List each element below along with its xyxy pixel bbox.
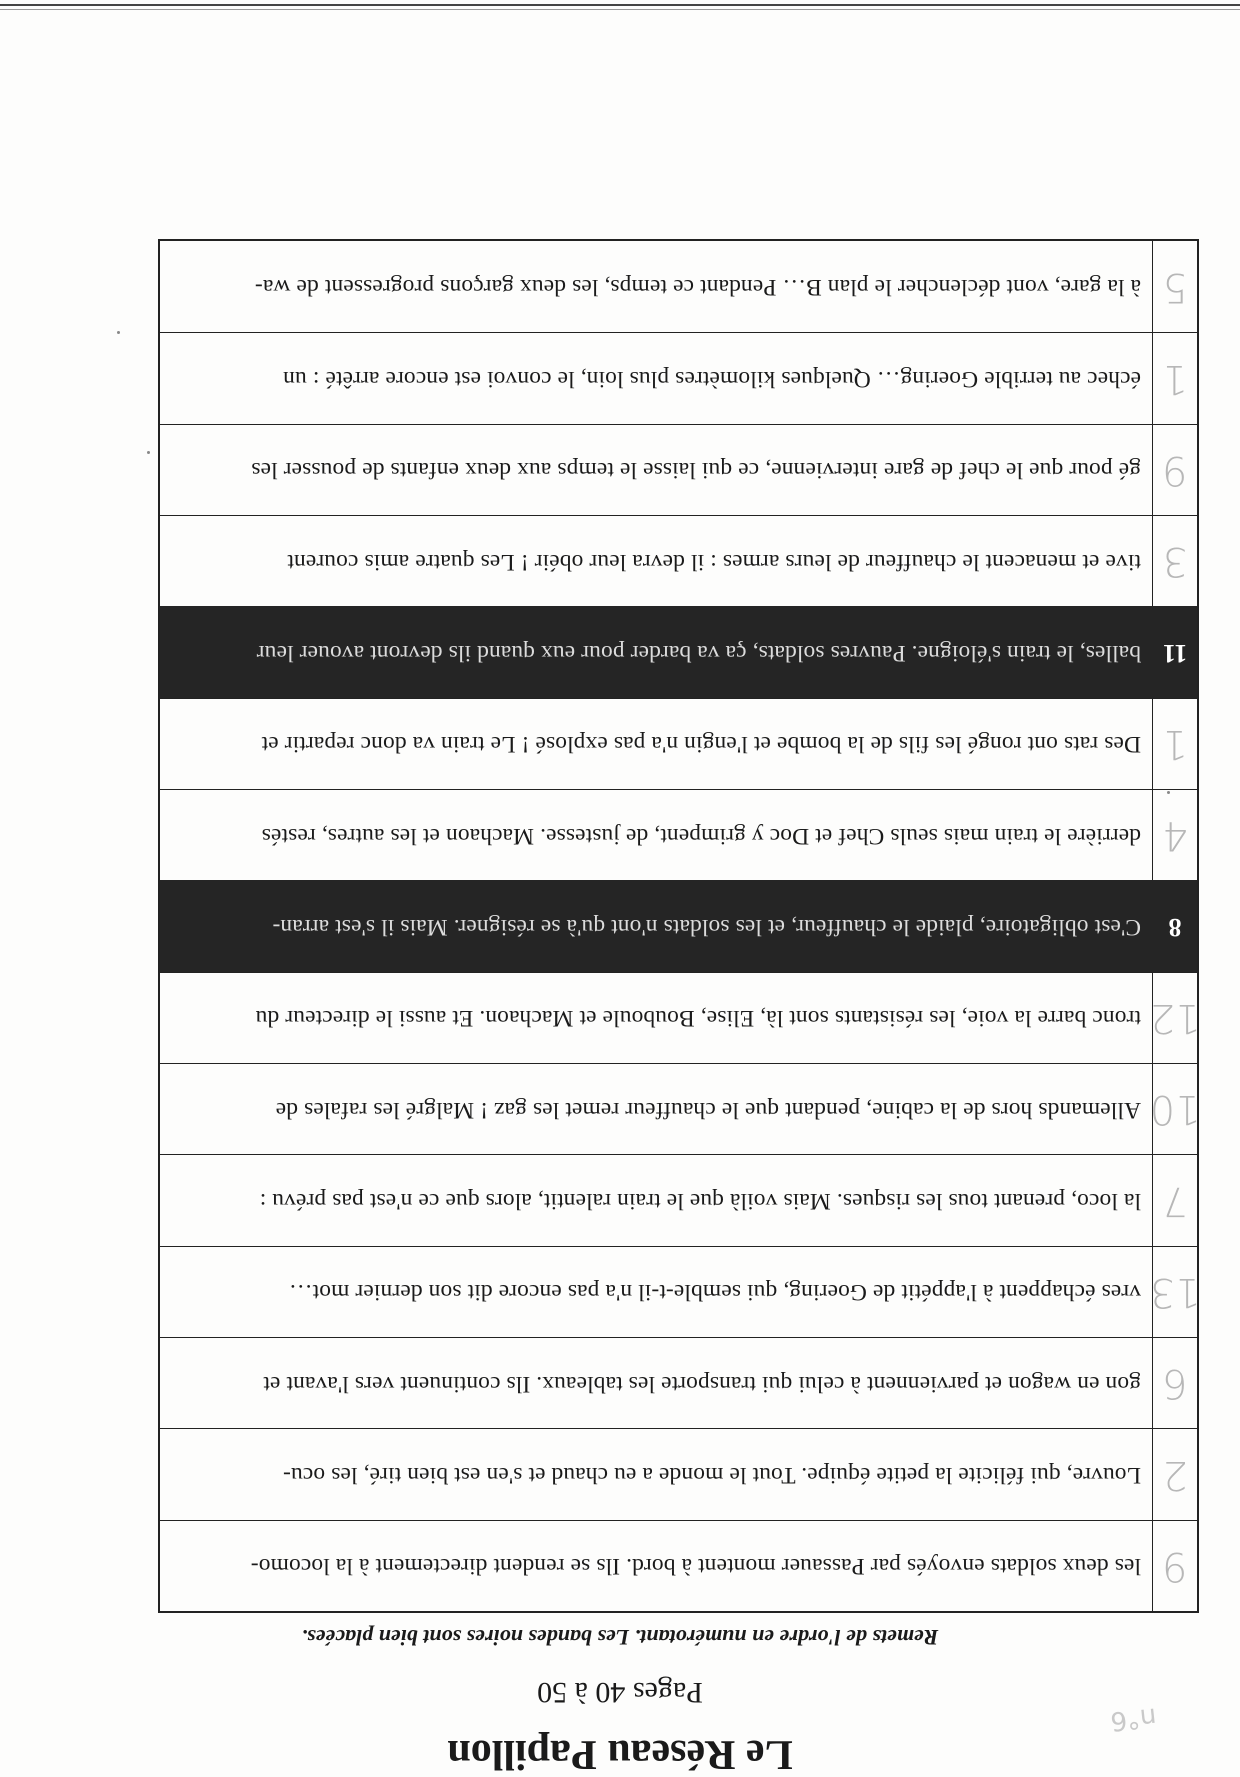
sentence-row [160,972,1201,1063]
row-number[interactable]: 9 [1152,425,1197,515]
sentence-row [160,515,1197,606]
row-sentence: Des rats ont rongé les fils de la bombe et l'engin n'a pas explosé ! Le train va donc repartir et [261,731,1141,758]
page-range: Pages 40 à 50 [537,1676,703,1709]
sentence-row [160,1520,1197,1611]
sentence-row [160,698,1197,789]
scan-speck [147,451,150,454]
sentence-row-dark [160,606,1197,697]
pencil-scribble: n°6 [1108,1701,1158,1736]
row-number[interactable]: 6 [1152,1338,1197,1428]
sentence-row [160,789,1197,880]
row-number[interactable]: 8 [1152,881,1197,971]
row-number[interactable]: 13 [1152,1247,1197,1337]
row-sentence: à la gare, vont déclencher le plan B… Pendant ce temps, les deux garçons progressent de wa- [254,274,1141,301]
row-sentence: Louvre, qui félicite la petite équipe. Tout le monde a eu chaud et s'en est bien tiré, les ocu- [282,1462,1141,1489]
row-number[interactable]: 11 [1152,607,1197,697]
row-number[interactable]: 10 [1152,1064,1197,1154]
scan-speck [1167,791,1170,794]
worksheet-title: Le Réseau Papillon [447,1731,793,1777]
row-sentence: vres échappent à l'appétit de Goering, qui semble-t-il n'a pas encore dit son dernier mot… [288,1279,1141,1306]
row-sentence: gé pour que le chef de gare intervienne, ce qui laisse le temps aux deux enfants de pousser les [251,457,1141,484]
row-number[interactable]: 1 [1152,699,1197,789]
row-sentence: gon en wagon et parviennent à celui qui transporte les tableaux. Ils continuent vers l'avant et [263,1370,1141,1397]
sentence-row [160,1246,1201,1337]
instruction-text: Remets de l'ordre en numérotant. Les bandes noires sont bien placées. [301,1625,939,1650]
row-number[interactable]: 12 [1152,973,1197,1063]
sentence-row-dark [160,880,1197,971]
sentence-row [160,424,1197,515]
row-number[interactable]: 9 [1152,1521,1197,1611]
row-sentence: la loco, prenant tous les risques. Mais voilà que le train ralentit, alors que ce n'est pas prévu : [259,1188,1141,1215]
row-number[interactable]: 1 [1152,333,1197,423]
sentence-row [160,1154,1197,1245]
scan-speck [117,331,120,334]
row-number[interactable]: 4 [1152,790,1197,880]
row-number[interactable]: 2 [1152,1429,1197,1519]
sentence-row [160,241,1197,332]
row-sentence: échec au terrible Goering… Quelques kilomètres plus loin, le convoi est encore arrêté : un [283,366,1141,393]
row-number[interactable]: 5 [1152,241,1197,332]
row-number[interactable]: 7 [1152,1155,1197,1245]
row-sentence: les deux soldats envoyés par Passauer montent à bord. Ils se rendent directement à la locomo- [250,1553,1141,1580]
row-sentence: derrière le train mais seuls Chef et Doc y grimpent, de justesse. Machaon et les autres, restés [261,822,1141,849]
row-sentence: balles, le train s'éloigne. Pauvres soldats, ça va barder pour eux quand ils devront avouer leur [256,640,1141,667]
ordering-table [158,239,1199,1613]
sentence-row [160,1337,1197,1428]
row-sentence: tive et menacent le chauffeur de leurs armes : il devra leur obéir ! Les quatre amis courent [287,548,1141,575]
row-sentence: Allemands hors de la cabine, pendant que le chauffeur remet les gaz ! Malgré les rafales de [275,1096,1141,1123]
sentence-row [160,332,1197,423]
row-sentence: tronc barre la voie, les résistants sont là, Elise, Bouboule et Machaon. Et aussi le directeur du [255,1005,1141,1032]
row-number[interactable]: 3 [1152,516,1197,606]
sentence-row [160,1428,1197,1519]
sentence-row [160,1063,1201,1154]
row-sentence: C'est obligatoire, plaide le chauffeur, et les soldats n'ont qu'à se résigner. Mais il s'est arran- [272,914,1141,941]
